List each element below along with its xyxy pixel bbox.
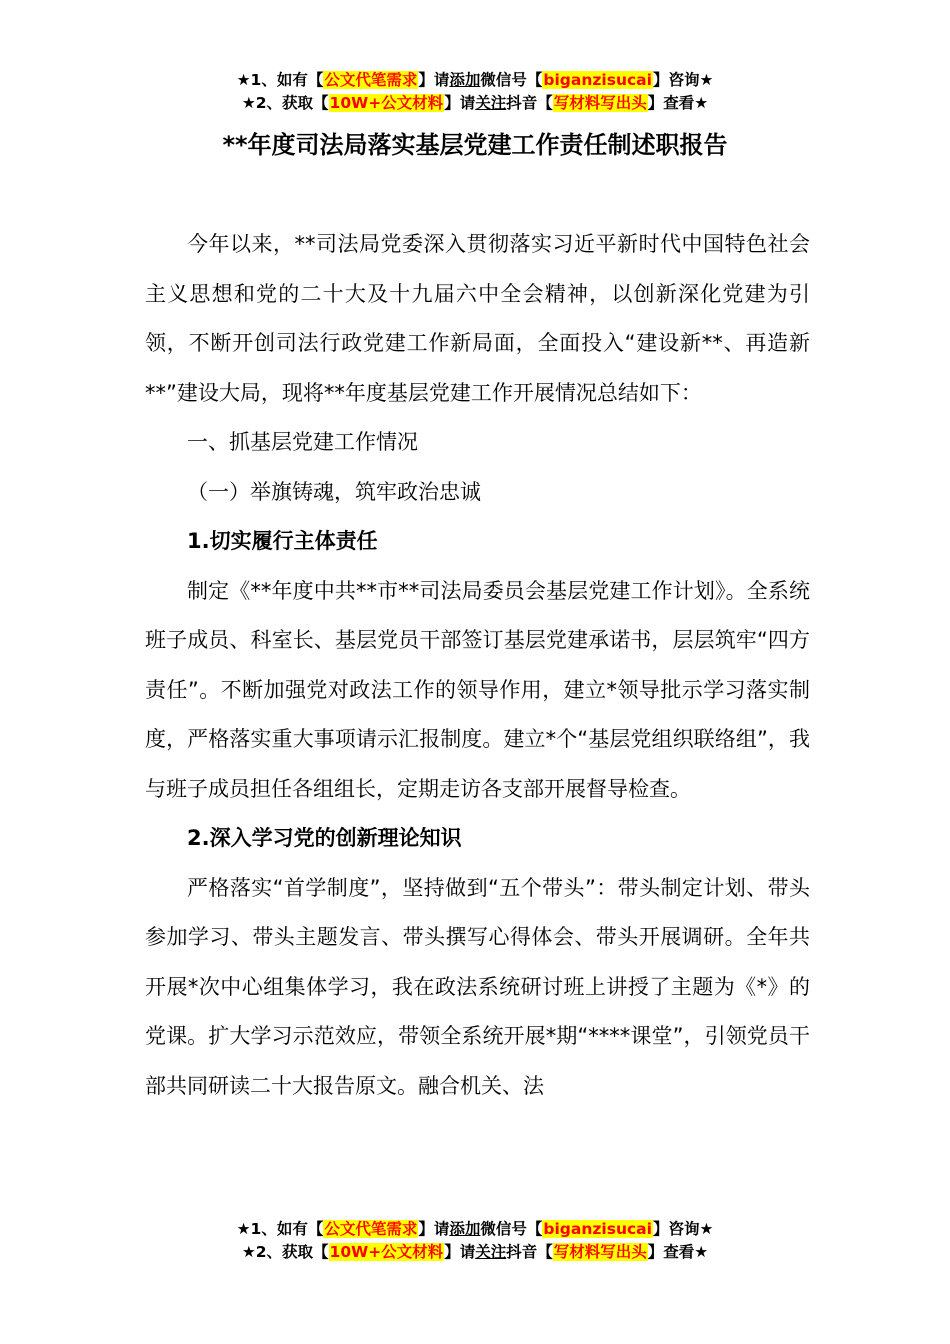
- promo-line-2: [0, 1241, 950, 1264]
- promo-underlined-text: 添加: [449, 71, 481, 89]
- promo-text: 】咨询★: [652, 1220, 714, 1238]
- promo-line-1: [0, 1218, 950, 1241]
- item-heading: 2.深入学习党的创新理论知识: [187, 826, 462, 850]
- promo-text: ★1、如有【: [236, 1220, 324, 1238]
- promo-text: 微信号【: [480, 1220, 543, 1238]
- promo-highlight: 10W+公文材料: [329, 1243, 444, 1261]
- header-promo-banner: [0, 69, 950, 115]
- document-body: [145, 220, 810, 1111]
- footer-promo-banner: [0, 1218, 950, 1264]
- promo-highlight: biganzisucai: [543, 71, 652, 89]
- promo-underlined-text: 关注: [475, 94, 507, 112]
- promo-text: 抖音【: [506, 94, 553, 112]
- promo-text: 】请: [444, 94, 476, 112]
- promo-line-2: [0, 92, 950, 115]
- promo-text: 】请: [418, 71, 450, 89]
- body-paragraph: 严格落实“首学制度”，坚持做到“五个带头”：带头制定计划、带头参加学习、带头主题发言、带头撰写心得体会、带头开展调研。全年共开展*次中心组集体学习，我在政法系统研讨班上讲授了主题为《*》的党课。扩大学习示范效应，带领全系统开展*期“****课堂”，引领党员干部共同研读二十大报告原文。融合机关、法: [145, 875, 810, 1098]
- promo-text: 】请: [418, 1220, 450, 1238]
- promo-underlined-text: 添加: [449, 1220, 481, 1238]
- section-heading: 一、抓基层党建工作情况: [187, 430, 418, 454]
- promo-text: 微信号【: [480, 71, 543, 89]
- promo-text: 】请: [444, 1243, 476, 1261]
- promo-highlight: 公文代笔需求: [324, 1220, 418, 1238]
- promo-text: 】查看★: [647, 1243, 709, 1261]
- item-heading: 1.切实履行主体责任: [187, 529, 378, 553]
- document-title: **年度司法局落实基层党建工作责任制述职报告: [222, 131, 728, 159]
- body-paragraph: 制定《**年度中共**市**司法局委员会基层党建工作计划》。全系统班子成员、科室长、基层党员干部签订基层党建承诺书，层层筑牢“四方责任”。不断加强党对政法工作的领导作用，建立*领导批示学习落实制度，严格落实重大事项请示汇报制度。建立*个“基层党组织联络组”，我与班子成员担任各组组长，定期走访各支部开展督导检查。: [145, 578, 810, 801]
- promo-text: ★2、获取【: [241, 1243, 329, 1261]
- promo-text: ★2、获取【: [241, 94, 329, 112]
- promo-text: ★1、如有【: [236, 71, 324, 89]
- promo-highlight: 公文代笔需求: [324, 71, 418, 89]
- promo-text: 】查看★: [647, 94, 709, 112]
- promo-highlight: biganzisucai: [543, 1220, 652, 1238]
- promo-highlight: 写材料写出头: [553, 94, 647, 112]
- promo-line-1: [0, 69, 950, 92]
- promo-text: 】咨询★: [652, 71, 714, 89]
- promo-underlined-text: 关注: [475, 1243, 507, 1261]
- promo-highlight: 写材料写出头: [553, 1243, 647, 1261]
- intro-paragraph: 今年以来，**司法局党委深入贯彻落实习近平新时代中国特色社会主义思想和党的二十大及十九届六中全会精神，以创新深化党建为引领，不断开创司法行政党建工作新局面，全面投入“建设新**、再造新**”建设大局，现将**年度基层党建工作开展情况总结如下：: [145, 232, 810, 405]
- subsection-heading: （一）举旗铸魂，筑牢政治忠诚: [187, 479, 481, 504]
- promo-text: 抖音【: [506, 1243, 553, 1261]
- promo-highlight: 10W+公文材料: [329, 94, 444, 112]
